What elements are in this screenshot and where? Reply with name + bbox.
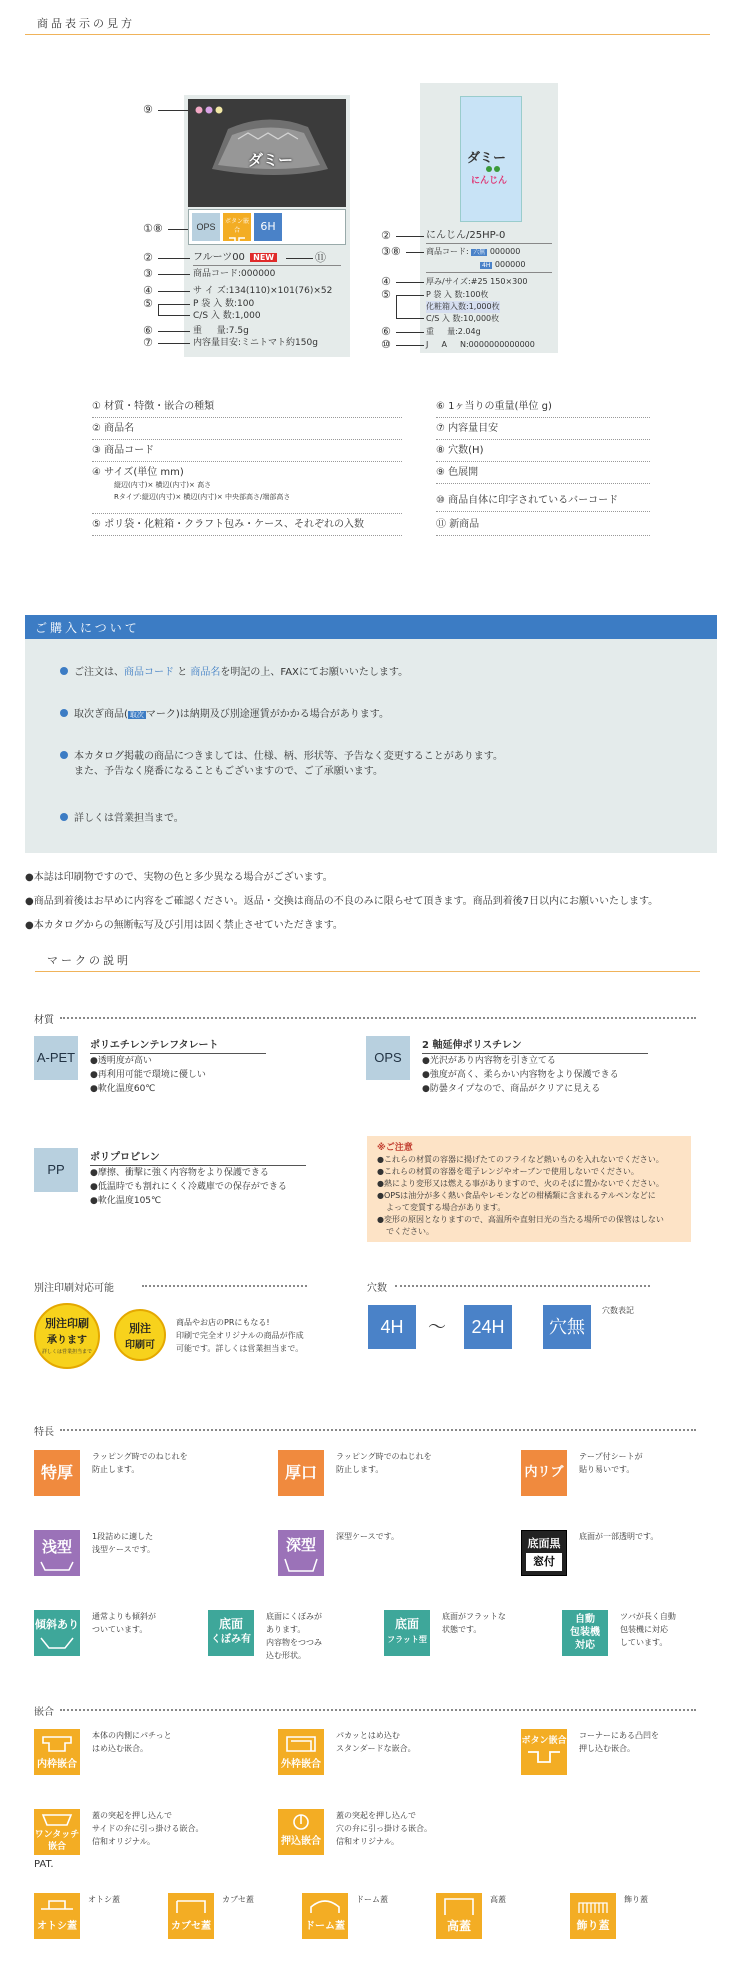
purchase-bullet-4 — [60, 811, 184, 826]
caution-line-4: ●OPSは油分が多く熱い食品やレモンなどの柑橘類に含まれるテルペンなどに — [377, 1191, 656, 1200]
purchase-b1-mid: と — [177, 667, 188, 678]
push-fit-icon — [283, 1812, 319, 1832]
product-weight: 重 量:7.5g — [193, 326, 249, 336]
feature-bottom-flat-badge — [384, 1610, 430, 1656]
purchase-bullet-3 — [60, 749, 503, 779]
material-name-pp: ポリプロピレン — [90, 1148, 306, 1166]
legend-text: 材質・特徴・嵌合の種類 — [104, 401, 215, 412]
inner-fit-icon — [39, 1733, 75, 1755]
marker-11: ⑪ — [315, 251, 326, 264]
marker-7: ⑦ — [143, 336, 153, 349]
fit-desc — [92, 1809, 203, 1848]
button-fit-label: ボタン嵌合 — [224, 218, 249, 234]
print-desc-1: 商品やお店のPRにもなる! — [176, 1318, 270, 1327]
fit-desc-line: 信和オリジナル。 — [336, 1837, 399, 1846]
bag-name: にんじん/25HP-0 — [426, 230, 506, 241]
marker-3: ③ — [143, 267, 153, 280]
underline — [426, 272, 552, 273]
material-desc-pp-3: ●軟化温度105℃ — [90, 1196, 162, 1206]
purchase-header — [25, 615, 717, 639]
underline — [426, 243, 552, 244]
marker-r6: ⑥ — [381, 325, 391, 338]
legend-num: ⑦ — [436, 423, 445, 434]
material-desc-apet-2: ●再利用可能で環境に優しい — [90, 1070, 206, 1080]
custom-print-ok-badge — [114, 1309, 166, 1361]
feature-desc-line: 通常よりも傾斜が — [92, 1612, 156, 1621]
feature-desc — [266, 1610, 322, 1662]
material-desc-pp-1: ●摩擦、衝撃に強く内容物をより保護できる — [90, 1168, 269, 1178]
leader-line — [158, 274, 190, 275]
feature-desc-line: ラッピング時でのねじれを — [92, 1452, 188, 1461]
purchase-b4: 詳しくは営業担当まで。 — [74, 813, 184, 824]
flat-label-1: 底面 — [394, 1617, 419, 1631]
feature-desc-line: 深型ケースです。 — [336, 1532, 399, 1541]
window-label: 窓付 — [526, 1553, 562, 1571]
bag-code-b: 000000 — [494, 260, 526, 269]
product-size: サ イ ズ:134(110)×101(76)×52 — [193, 286, 333, 296]
slope-label: 傾斜あり — [35, 1618, 79, 1631]
legend-text: 内容量目安 — [448, 423, 499, 434]
legend-item-3 — [92, 440, 402, 462]
leader-line — [158, 331, 190, 332]
legend-text: 色展開 — [448, 467, 479, 478]
product-p-qty: P 袋 入 数:100 — [193, 299, 255, 309]
legend-item-1 — [92, 396, 402, 418]
legend-text: 新商品 — [449, 519, 480, 530]
legend-item-8 — [436, 440, 650, 462]
lid-decorated-badge — [570, 1893, 616, 1939]
feature-desc — [92, 1610, 156, 1636]
bag-thickness: 厚み/サイズ:#25 150×300 — [426, 277, 528, 286]
feature-desc-line: ラッピング時でのねじれを — [336, 1452, 432, 1461]
fit-desc-line: 押し込む嵌合。 — [579, 1744, 635, 1753]
lid-decorated-label: 飾り蓋 — [576, 1919, 610, 1932]
one-touch-fit-icon — [39, 1811, 75, 1829]
feature-black-bottom-window-badge — [521, 1530, 567, 1576]
bullet-dot — [60, 751, 68, 759]
marker-9: ⑨ — [143, 103, 153, 116]
marker-6: ⑥ — [143, 324, 153, 337]
caution-line-3: ●熱により変形又は燃える事がありますので、火のそばに置かないでください。 — [377, 1179, 664, 1188]
purchase-bullet-1 — [60, 665, 408, 680]
lid-drop-name: オトシ蓋 — [88, 1895, 120, 1904]
inner-fit-label: 内枠嵌合 — [37, 1759, 77, 1770]
patent-label: PAT. — [34, 1859, 54, 1870]
leader-line — [158, 110, 188, 111]
feature-desc — [579, 1450, 643, 1476]
deep-label: 深型 — [285, 1536, 316, 1554]
purchase-b2-post: マーク)は納期及び別途運賃がかかる場合があります。 — [145, 709, 390, 720]
feature-bottom-dent-badge — [208, 1610, 254, 1656]
deep-tray-icon — [283, 1557, 319, 1573]
bag-cs-qty: C/S 入 数:10,000枚 — [426, 314, 500, 323]
bag-p-qty: P 袋 入 数:100枚 — [426, 290, 489, 299]
print-desc-2: 印刷で完全オリジナルの商品が作成 — [176, 1331, 304, 1340]
fit-desc — [579, 1729, 659, 1755]
legend-num: ① — [92, 401, 101, 412]
decorated-lid-icon — [575, 1895, 611, 1917]
leader-line — [396, 236, 424, 237]
legend-size-note-2: Rタイプ:縦辺(内寸)× 横辺(内寸)× 中央部高さ/端部高さ — [114, 493, 291, 501]
bag-code-a: 000000 — [489, 247, 521, 256]
legend-item-11 — [436, 514, 650, 536]
feature-auto-wrap-badge — [562, 1610, 608, 1656]
section-title: 商品表示の見方 — [37, 17, 135, 30]
dent-label-1: 底面 — [218, 1617, 243, 1631]
marker-r3-8: ③⑧ — [381, 245, 401, 258]
note-1: ●本誌は印刷物ですので、実物の色と多少異なる場合がございます。 — [25, 872, 333, 883]
slope-tray-icon — [39, 1636, 75, 1650]
marker-1-8: ①⑧ — [143, 222, 163, 235]
fit-shape-icon — [227, 236, 247, 246]
fit-desc-line: 穴の弁に引っ掛ける嵌合。 — [336, 1824, 432, 1833]
product-cs-qty: C/S 入 数:1,000 — [193, 311, 261, 321]
legend-num: ③ — [92, 445, 101, 456]
fit-desc — [336, 1729, 416, 1755]
hole-min-badge: 4H — [368, 1305, 416, 1349]
legend-text: 1ヶ当りの重量(単位 g) — [448, 401, 552, 412]
legend-num: ⑩ — [436, 495, 445, 506]
legend-num: ⑤ — [92, 519, 101, 530]
feature-desc-line: 浅型ケースです。 — [92, 1545, 155, 1554]
caution-line-5b: でください。 — [386, 1227, 434, 1236]
section-header-product-display — [25, 13, 710, 35]
material-name-ops: 2 軸延伸ポリスチレン — [422, 1036, 648, 1054]
legend-num: ⑧ — [436, 445, 445, 456]
button-fit-label: ボタン嵌合 — [521, 1736, 567, 1746]
material-box-ops: OPS — [366, 1036, 410, 1080]
leader-bracket — [396, 295, 424, 319]
marker-2: ② — [143, 251, 153, 264]
lid-drop-label: オトシ蓋 — [37, 1921, 77, 1932]
fit-desc-line: 信和オリジナル。 — [92, 1837, 155, 1846]
hole-note: 穴数表記 — [602, 1306, 634, 1315]
agency-tag: 取次 — [129, 711, 144, 719]
feature-desc-line: しています。 — [620, 1638, 668, 1647]
lid-high-badge — [436, 1893, 482, 1939]
feature-desc-line: 包装機に対応 — [620, 1625, 668, 1634]
hole-badge-6h: 6H — [254, 213, 282, 241]
leader-line — [158, 343, 190, 344]
dotted-divider — [60, 1429, 696, 1431]
bag-image — [460, 96, 522, 222]
section-header-marks — [35, 950, 700, 972]
purchase-bullet-2 — [60, 707, 389, 723]
purchase-b1-pre: ご注文は、 — [74, 667, 124, 678]
product-capacity: 内容量目安:ミニトマト約150g — [193, 338, 318, 348]
badge1-small: 詳しくは営業担当まで — [41, 1349, 92, 1355]
tag-4h: 4H — [482, 262, 491, 269]
leader-line — [396, 345, 424, 346]
marker-r4: ④ — [381, 275, 391, 288]
fit-button-badge — [521, 1729, 567, 1775]
caution-line-1: ●これらの材質の容器に揚げたてのフライなど熱いものを入れないでください。 — [377, 1155, 664, 1164]
fit-desc-line: 本体の内側にパチっと — [92, 1731, 172, 1740]
underline — [193, 265, 341, 266]
fit-one-touch-badge — [34, 1809, 80, 1855]
caution-title: ※ご注意 — [377, 1143, 413, 1153]
material-desc-apet-3: ●軟化温度60℃ — [90, 1084, 156, 1094]
shallow-tray-icon — [39, 1560, 75, 1572]
feature-desc-line: 貼り易いです。 — [579, 1465, 635, 1474]
button-fit-icon — [526, 1748, 562, 1768]
hole-none-badge: 穴無 — [543, 1305, 591, 1349]
material-box-apet: A-PET — [34, 1036, 78, 1080]
bag-dummy: ダミー — [467, 151, 507, 166]
lid-cover-name: カブセ蓋 — [222, 1895, 254, 1904]
feature-desc-line: 状態です。 — [442, 1625, 482, 1634]
legend-item-2 — [92, 418, 402, 440]
caution-box — [367, 1136, 691, 1242]
feature-desc-line: 底面にくぼみが — [266, 1612, 322, 1621]
feature-desc-line: 込む形状。 — [266, 1651, 306, 1660]
feature-desc — [579, 1530, 658, 1543]
caution-line-2: ●これらの材質の容器を電子レンジやオーブンで使用しないでください。 — [377, 1167, 639, 1176]
feature-shallow-badge — [34, 1530, 80, 1576]
legend-size-note-1: 縦辺(内寸)× 横辺(内寸)× 高さ — [114, 481, 212, 489]
purchase-title: ご購入について — [35, 621, 140, 635]
leader-line — [406, 252, 424, 253]
bag-box-qty: 化粧箱入数:1,000枚 — [426, 302, 500, 311]
leader-line — [396, 332, 424, 333]
feature-desc — [92, 1530, 155, 1556]
print-desc-3: 可能です。詳しくは営業担当まで。 — [176, 1344, 304, 1353]
hole-range-tilde: 〜 — [428, 1317, 446, 1338]
purchase-b2-pre: 取次ぎ商品( — [74, 709, 128, 720]
auto-label-2: 包装機 — [570, 1627, 600, 1638]
feature-desc-line: 内容物をつつみ — [266, 1638, 322, 1647]
badge2-line2: 印刷可 — [125, 1340, 155, 1351]
one-touch-fit-label: ワンタッチ嵌合 — [34, 1830, 80, 1852]
fit-desc-line: サイドの弁に引っ掛ける嵌合。 — [92, 1824, 204, 1833]
feature-desc — [336, 1530, 399, 1543]
purchase-b1-post: を明記の上、FAXにてお願いいたします。 — [220, 667, 409, 678]
bullet-dot — [60, 813, 68, 821]
fit-inner-badge — [34, 1729, 80, 1775]
badge1-line1: 別注印刷 — [45, 1317, 89, 1330]
legend-item-4 — [92, 462, 402, 514]
legend-item-10 — [436, 490, 650, 512]
feature-desc-line: ツバが長く自動 — [620, 1612, 676, 1621]
push-fit-label: 押込嵌合 — [281, 1836, 321, 1847]
outer-fit-icon — [283, 1733, 319, 1755]
dotted-divider — [142, 1285, 307, 1287]
marker-r2: ② — [381, 229, 391, 242]
lid-dome-label: ドーム蓋 — [305, 1921, 345, 1932]
purchase-b3-line1: 本カタログ掲載の商品につきましては、仕様、柄、形状等、予告なく変更することがあります。 — [74, 751, 503, 762]
bag-code-label: 商品コード: — [426, 247, 469, 256]
fit-desc-line: コーナーにある凸凹を — [579, 1731, 659, 1740]
legend-num: ④ — [92, 467, 101, 478]
material-desc-ops-2: ●強度が高く、柔らかい内容物をより保護できる — [422, 1070, 619, 1080]
lid-high-name: 高蓋 — [490, 1895, 506, 1904]
feature-thick-badge: 厚口 — [278, 1450, 324, 1496]
note-2: ●商品到着後はお早めに内容をご確認ください。返品・交換は商品の不良のみに限らせて頂きます。商品到着後7日以内にお願いいたします。 — [25, 896, 659, 907]
badge1-line2: 承ります — [47, 1335, 87, 1346]
feature-desc — [92, 1450, 188, 1476]
feature-desc-line: あります。 — [266, 1625, 306, 1634]
materials-heading: 材質 — [34, 1015, 54, 1026]
purchase-b3-line2: また、予告なく廃番になることもございますので、ご了承願います。 — [74, 766, 383, 777]
feature-desc — [620, 1610, 676, 1649]
lid-drop-badge — [34, 1893, 80, 1939]
feature-desc-line: 底面がフラットな — [442, 1612, 506, 1621]
legend-num: ⑪ — [436, 519, 446, 530]
tag-no-hole: 六無 — [473, 249, 486, 256]
holes-heading: 穴数 — [367, 1283, 387, 1294]
dent-label-2: くぼみ有 — [211, 1634, 251, 1645]
material-desc-ops-3: ●防曇タイプなので、商品がクリアに見える — [422, 1084, 601, 1094]
fit-desc-line: パカッとはめ込む — [336, 1731, 400, 1740]
feature-inner-rib-badge: 内リブ — [521, 1450, 567, 1496]
fit-desc-line: スタンダードな嵌合。 — [336, 1744, 416, 1753]
leader-line — [168, 229, 188, 230]
leader-line — [286, 258, 313, 259]
legend-text: 商品名 — [104, 423, 135, 434]
feature-desc-line: 防止します。 — [92, 1465, 140, 1474]
fit-outer-badge — [278, 1729, 324, 1775]
fitting-heading: 嵌合 — [34, 1707, 54, 1718]
features-heading: 特長 — [34, 1427, 54, 1438]
feature-deep-badge — [278, 1530, 324, 1576]
marker-5: ⑤ — [143, 297, 153, 310]
flat-label-2: フラット型 — [387, 1635, 427, 1644]
outer-fit-label: 外枠嵌合 — [281, 1759, 321, 1770]
custom-print-badge — [34, 1303, 100, 1369]
bag-dummy-sub: にんじん — [471, 176, 508, 186]
fit-desc — [336, 1809, 432, 1848]
bullet-dot — [60, 667, 68, 675]
fit-desc — [92, 1729, 172, 1755]
cover-lid-icon — [173, 1895, 209, 1917]
caution-line-5: ●変形の原因となりますので、高温所や直射日光の当たる場所での保管はしない — [377, 1215, 664, 1224]
legend-text: ポリ袋・化粧箱・クラフト包み・ケース、それぞれの入数 — [104, 519, 364, 530]
feature-desc-line: ついています。 — [92, 1625, 148, 1634]
bullet-dot — [60, 709, 68, 717]
product-name: フルーツ00 — [193, 252, 245, 263]
print-heading: 別注印刷対応可能 — [34, 1283, 114, 1294]
leader-line — [396, 282, 424, 283]
auto-label-1: 自動 — [575, 1614, 595, 1625]
dotted-divider — [60, 1017, 696, 1019]
leader-line — [158, 291, 190, 292]
material-badge-ops: OPS — [192, 213, 220, 241]
drop-lid-icon — [39, 1895, 75, 1917]
dotted-divider — [395, 1285, 650, 1287]
marker-r10: ⑩ — [381, 338, 391, 351]
legend-item-9 — [436, 462, 650, 484]
dome-lid-icon — [307, 1895, 343, 1917]
product-name-link[interactable]: 商品名 — [190, 667, 221, 678]
legend-item-5 — [92, 514, 402, 536]
fit-push-badge — [278, 1809, 324, 1855]
auto-label-3: 対応 — [575, 1640, 595, 1651]
material-name-apet: ポリエチレンテレフタレート — [90, 1036, 266, 1054]
lid-decorated-name: 飾り蓋 — [624, 1895, 648, 1904]
feature-desc-line: 1段詰めに適した — [92, 1532, 154, 1541]
section-title: マークの説明 — [47, 954, 131, 967]
fit-desc-line: はめ込む嵌合。 — [92, 1744, 148, 1753]
feature-slope-badge — [34, 1610, 80, 1656]
legend-item-7 — [436, 418, 650, 440]
feature-desc-line: 底面が一部透明です。 — [579, 1532, 659, 1541]
feature-desc-line: 防止します。 — [336, 1465, 384, 1474]
feature-desc — [336, 1450, 432, 1476]
black-bottom-label: 底面黒 — [527, 1537, 561, 1550]
product-name-row — [193, 252, 277, 264]
hole-max-badge: 24H — [464, 1305, 512, 1349]
feature-desc-line: テープ付シートが — [579, 1452, 643, 1461]
leader-line — [158, 258, 190, 259]
badge2-line1: 別注 — [129, 1322, 151, 1335]
lid-cover-label: カブセ蓋 — [171, 1921, 211, 1932]
legend-num: ② — [92, 423, 101, 434]
feature-extra-thick-badge: 特厚 — [34, 1450, 80, 1496]
product-photo — [188, 99, 346, 207]
lid-cover-badge — [168, 1893, 214, 1939]
fit-desc-line: 蓋の突起を押し込んで — [336, 1811, 416, 1820]
feature-desc — [442, 1610, 506, 1636]
shallow-label: 浅型 — [41, 1538, 72, 1556]
bag-code-row-a — [426, 246, 520, 259]
new-badge: NEW — [250, 253, 277, 262]
legend-text: 穴数(H) — [448, 445, 484, 456]
bag-jan: J A N:0000000000000 — [426, 340, 535, 349]
material-desc-apet-1: ●透明度が高い — [90, 1056, 152, 1066]
leader-bracket — [158, 304, 190, 316]
legend-text: サイズ(単位 mm) — [104, 467, 184, 478]
lid-dome-badge — [302, 1893, 348, 1939]
note-3: ●本カタログからの無断転写及び引用は固く禁止させていただきます。 — [25, 920, 343, 931]
dotted-divider — [60, 1709, 696, 1711]
caution-line-4b: よって変質する場合があります。 — [386, 1203, 506, 1212]
legend-num: ⑨ — [436, 467, 445, 478]
dummy-watermark: ダミー — [248, 151, 294, 169]
marker-r5: ⑤ — [381, 288, 391, 301]
marker-4: ④ — [143, 284, 153, 297]
high-lid-icon — [441, 1895, 477, 1917]
button-fit-badge — [223, 213, 251, 241]
product-code: 商品コード:000000 — [193, 269, 276, 279]
fit-desc-line: 蓋の突起を押し込んで — [92, 1811, 172, 1820]
lid-high-label: 高蓋 — [446, 1919, 471, 1933]
bag-code-row-b — [480, 259, 525, 272]
lid-dome-name: ドーム蓋 — [356, 1895, 388, 1904]
material-desc-pp-2: ●低温時でも割れにくく冷蔵庫での保存ができる — [90, 1182, 287, 1192]
product-code-link[interactable]: 商品コード — [124, 667, 174, 678]
bag-weight: 重 量:2.04g — [426, 327, 481, 336]
legend-text: 商品自体に印字されているバーコード — [448, 495, 619, 506]
material-box-pp: PP — [34, 1148, 78, 1192]
legend-text: 商品コード — [104, 445, 155, 456]
material-desc-ops-1: ●光沢があり内容物を引き立てる — [422, 1056, 556, 1066]
legend-num: ⑥ — [436, 401, 445, 412]
legend-item-6 — [436, 396, 650, 418]
